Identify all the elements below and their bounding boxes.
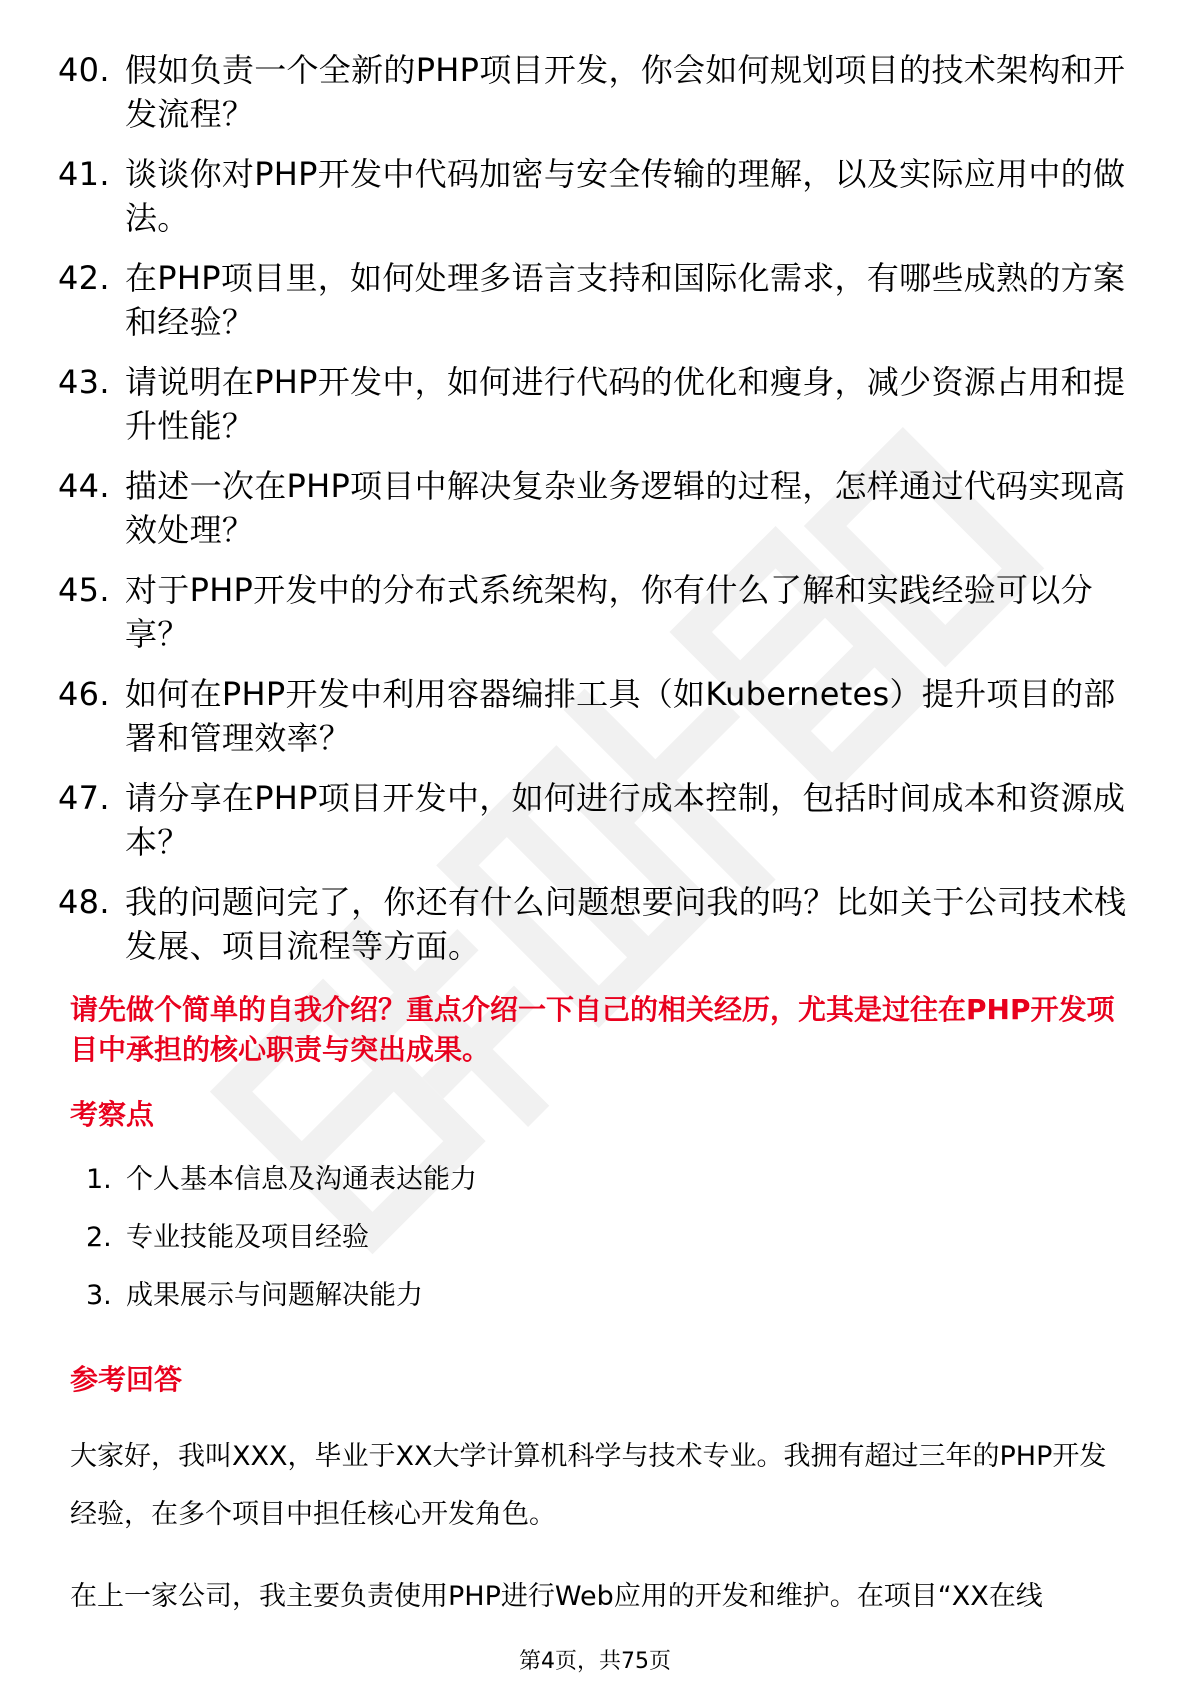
question-number: 44. — [58, 467, 110, 505]
question-text: 请说明在PHP开发中，如何进行代码的优化和瘦身，减少资源占用和提升性能？ — [125, 363, 1126, 445]
list-item — [86, 1218, 477, 1276]
question-number: 43. — [58, 363, 110, 401]
list-item — [58, 48, 1128, 136]
answer-heading: 参考回答 — [70, 1363, 183, 1396]
question-text: 假如负责一个全新的PHP项目开发，你会如何规划项目的技术架构和开发流程？ — [125, 51, 1126, 133]
list-item — [58, 152, 1128, 240]
answer-paragraph: 大家好，我叫XXX，毕业于XX大学计算机科学与技术专业。我拥有超过三年的PHP开发经验，在多个项目中担任核心开发角色。 — [70, 1441, 1107, 1530]
point-number: 2. — [86, 1222, 112, 1253]
question-number: 41. — [58, 155, 110, 193]
question-number: 45. — [58, 571, 110, 609]
list-item — [58, 568, 1128, 656]
question-text: 对于PHP开发中的分布式系统架构，你有什么了解和实践经验可以分享？ — [125, 571, 1093, 653]
page-footer: 第4页，共75页 — [519, 1649, 671, 1674]
points-list — [86, 1160, 477, 1334]
question-text: 如何在PHP开发中利用容器编排工具（如Kubernetes）提升项目的部署和管理效率？ — [125, 675, 1116, 757]
question-number: 47. — [58, 779, 110, 817]
list-item — [86, 1160, 477, 1218]
list-item — [58, 880, 1128, 968]
list-item — [58, 672, 1128, 760]
point-text: 成果展示与问题解决能力 — [126, 1280, 423, 1311]
question-text: 我的问题问完了，你还有什么问题想要问我的吗？比如关于公司技术栈发展、项目流程等方面。 — [125, 883, 1127, 965]
list-item — [58, 776, 1128, 864]
list-item — [58, 464, 1128, 552]
question-text: 在PHP项目里，如何处理多语言支持和国际化需求，有哪些成熟的方案和经验？ — [125, 259, 1126, 341]
point-number: 1. — [86, 1164, 112, 1195]
points-heading: 考察点 — [70, 1098, 155, 1131]
highlight-question: 请先做个简单的自我介绍？重点介绍一下自己的相关经历，尤其是过往在PHP开发项目中承担的核心职责与突出成果。 — [70, 993, 1115, 1066]
question-number: 48. — [58, 883, 110, 921]
question-text: 请分享在PHP项目开发中，如何进行成本控制，包括时间成本和资源成本？ — [125, 779, 1126, 861]
question-text: 谈谈你对PHP开发中代码加密与安全传输的理解，以及实际应用中的做法。 — [125, 155, 1126, 237]
question-text: 描述一次在PHP项目中解决复杂业务逻辑的过程，怎样通过代码实现高效处理？ — [125, 467, 1126, 549]
question-list — [58, 48, 1128, 984]
answer-paragraph: 在上一家公司，我主要负责使用PHP进行Web应用的开发和维护。在项目“XX在线 — [70, 1581, 1043, 1612]
list-item — [86, 1276, 477, 1334]
list-item — [58, 360, 1128, 448]
question-number: 40. — [58, 51, 110, 89]
point-text: 个人基本信息及沟通表达能力 — [126, 1164, 477, 1195]
point-number: 3. — [86, 1280, 112, 1311]
question-number: 42. — [58, 259, 110, 297]
list-item — [58, 256, 1128, 344]
point-text: 专业技能及项目经验 — [126, 1222, 369, 1253]
question-number: 46. — [58, 675, 110, 713]
